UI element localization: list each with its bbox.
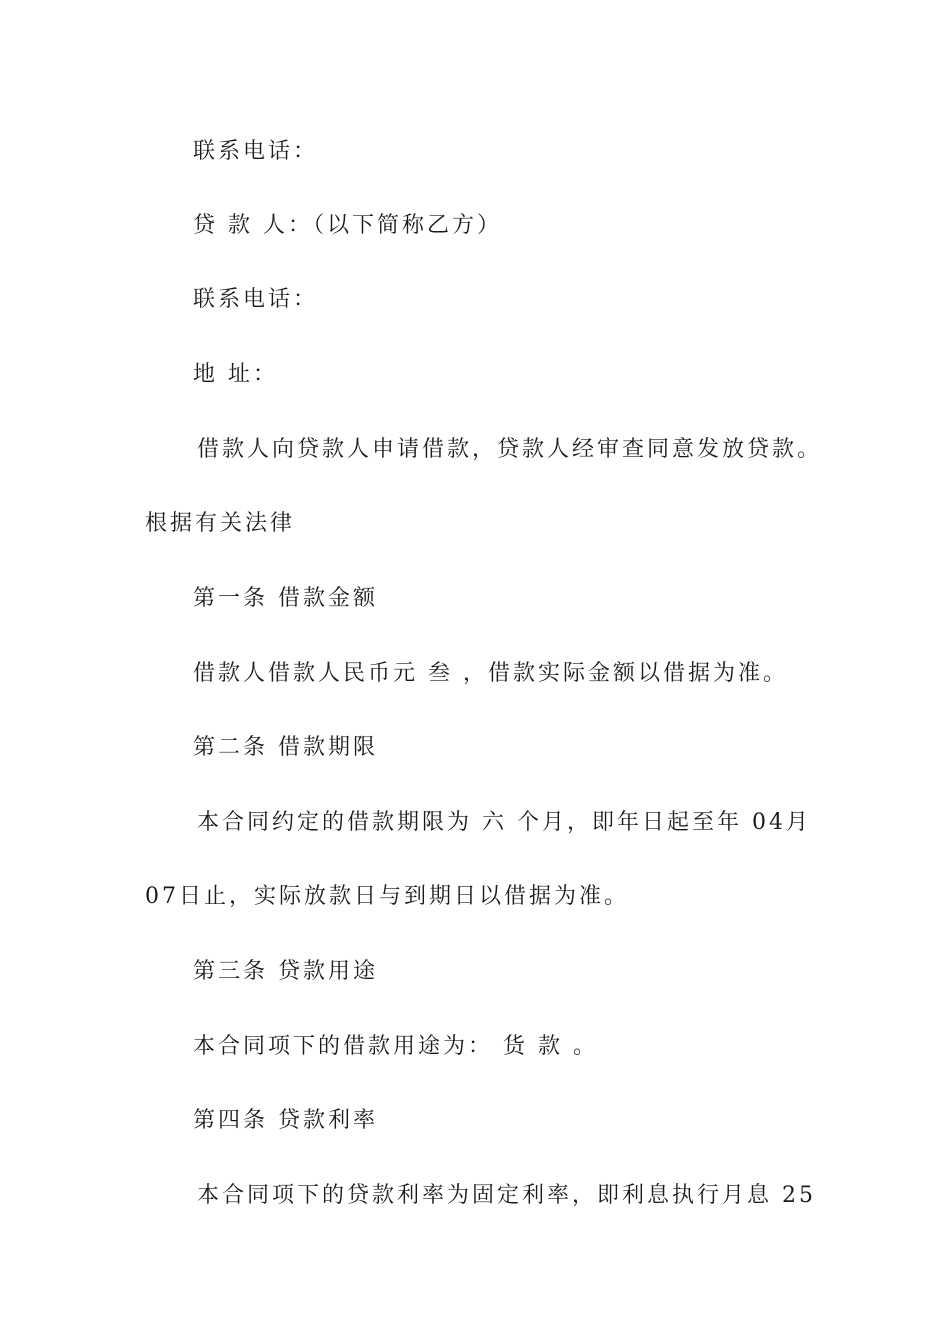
contact-phone-label: 联系电话： <box>193 287 319 312</box>
intro-paragraph-line-2: 根据有关法律 <box>145 511 296 536</box>
lender-label: 贷 款 人：（以下简称乙方） <box>193 213 502 238</box>
article-4-heading: 第四条 贷款利率 <box>193 1108 378 1133</box>
article-2-body-line-1: 本合同约定的借款期限为 六 个月，即年日起至年 04月 <box>197 810 811 835</box>
address-label: 地 址： <box>193 362 278 387</box>
article-3-heading: 第三条 贷款用途 <box>193 959 378 984</box>
lender-phone-label: 联系电话： <box>193 139 319 164</box>
intro-paragraph-line-1: 借款人向贷款人申请借款，贷款人经审查同意发放贷款。 <box>197 437 823 462</box>
article-1-body: 借款人借款人民币元 叁 ，借款实际金额以借据为准。 <box>193 661 788 686</box>
article-1-heading: 第一条 借款金额 <box>193 586 378 611</box>
article-2-body-line-2: 07日止，实际放款日与到期日以借据为准。 <box>145 884 629 909</box>
article-4-body-line-1: 本合同项下的贷款利率为固定利率，即利息执行月息 25 <box>197 1183 816 1208</box>
article-2-heading: 第二条 借款期限 <box>193 735 378 760</box>
article-3-body: 本合同项下的借款用途为： 货 款 。 <box>193 1034 598 1059</box>
